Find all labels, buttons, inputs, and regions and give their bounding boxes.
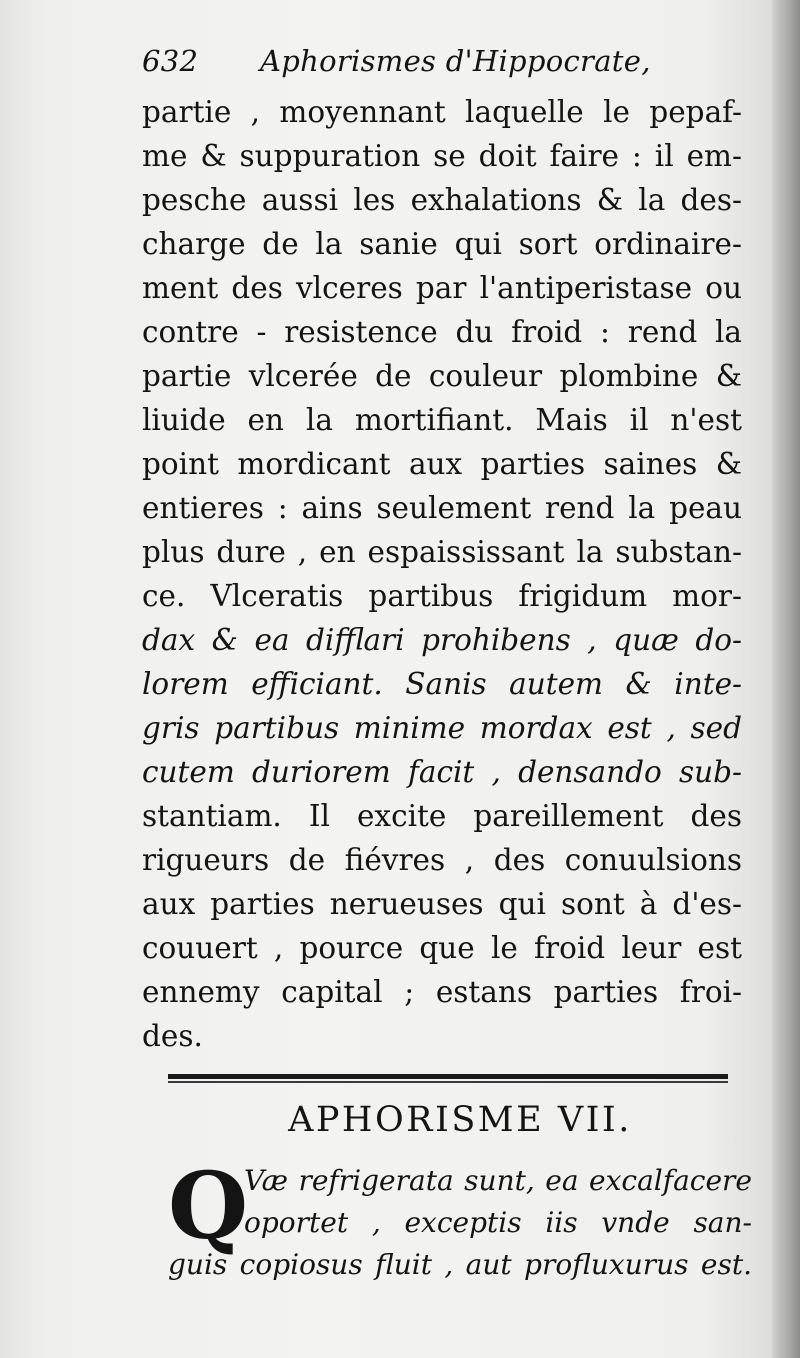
page-edge-shadow (772, 0, 800, 1358)
rule-thin-line (168, 1081, 728, 1083)
text-line: stantiam. Il excite pareillement des (142, 799, 742, 833)
latin-aphorism (168, 1152, 752, 1286)
text-line: me & suppuration se doit faire : il em- (142, 139, 742, 173)
rule-thick-line (168, 1074, 728, 1079)
text-line: ennemy capital ; estans parties froi- (142, 975, 742, 1009)
page-number: 632 (142, 44, 199, 78)
text-line: contre - resistence du froid : rend la (142, 315, 742, 349)
text-line: ce. Vlceratis partibus frigidum mor- (142, 579, 742, 613)
text-line: dax & ea difflari prohibens , quæ do- (142, 623, 742, 657)
ornamental-rule (168, 1072, 728, 1084)
drop-cap-letter: Q (168, 1152, 249, 1260)
text-line: pesche aussi les exhalations & la des- (142, 183, 742, 217)
running-header (142, 44, 742, 90)
text-line: entieres : ains seulement rend la peau (142, 491, 742, 525)
text-line: aux parties nerueuses qui sont à d'es- (142, 887, 742, 921)
latin-line: guis copiosus fluit , aut profluxurus est. (168, 1248, 752, 1281)
text-line: des. (142, 1019, 203, 1053)
text-line: rigueurs de fiévres , des conuulsions (142, 843, 742, 877)
text-line: cutem duriorem facit , densando sub- (142, 755, 742, 789)
text-line: ment des vlceres par l'antiperistase ou (142, 271, 742, 305)
running-title: Aphorismes d'Hippocrate, (260, 44, 651, 78)
body-text (142, 90, 742, 1058)
aphorism-heading: APHORISME VII. (288, 1100, 632, 1140)
text-line: partie vlcerée de couleur plombine & (142, 359, 742, 393)
text-line: partie , moyennant laquelle le pepaf- (142, 95, 742, 129)
latin-line: oportet , exceptis iis vnde san- (244, 1206, 752, 1239)
text-line: charge de la sanie qui sort ordinaire- (142, 227, 742, 261)
main-text-block (142, 44, 742, 1058)
text-line: plus dure , en espaississant la substan- (142, 535, 742, 569)
latin-line: Væ refrigerata sunt, ea excalfacere (244, 1164, 752, 1197)
text-line: gris partibus minime mordax est , sed (142, 711, 742, 745)
text-line: couuert , pource que le froid leur est (142, 931, 742, 965)
text-line: lorem efficiant. Sanis autem & inte- (142, 667, 742, 701)
text-line: liuide en la mortifiant. Mais il n'est (142, 403, 742, 437)
text-line: point mordicant aux parties saines & (142, 447, 742, 481)
